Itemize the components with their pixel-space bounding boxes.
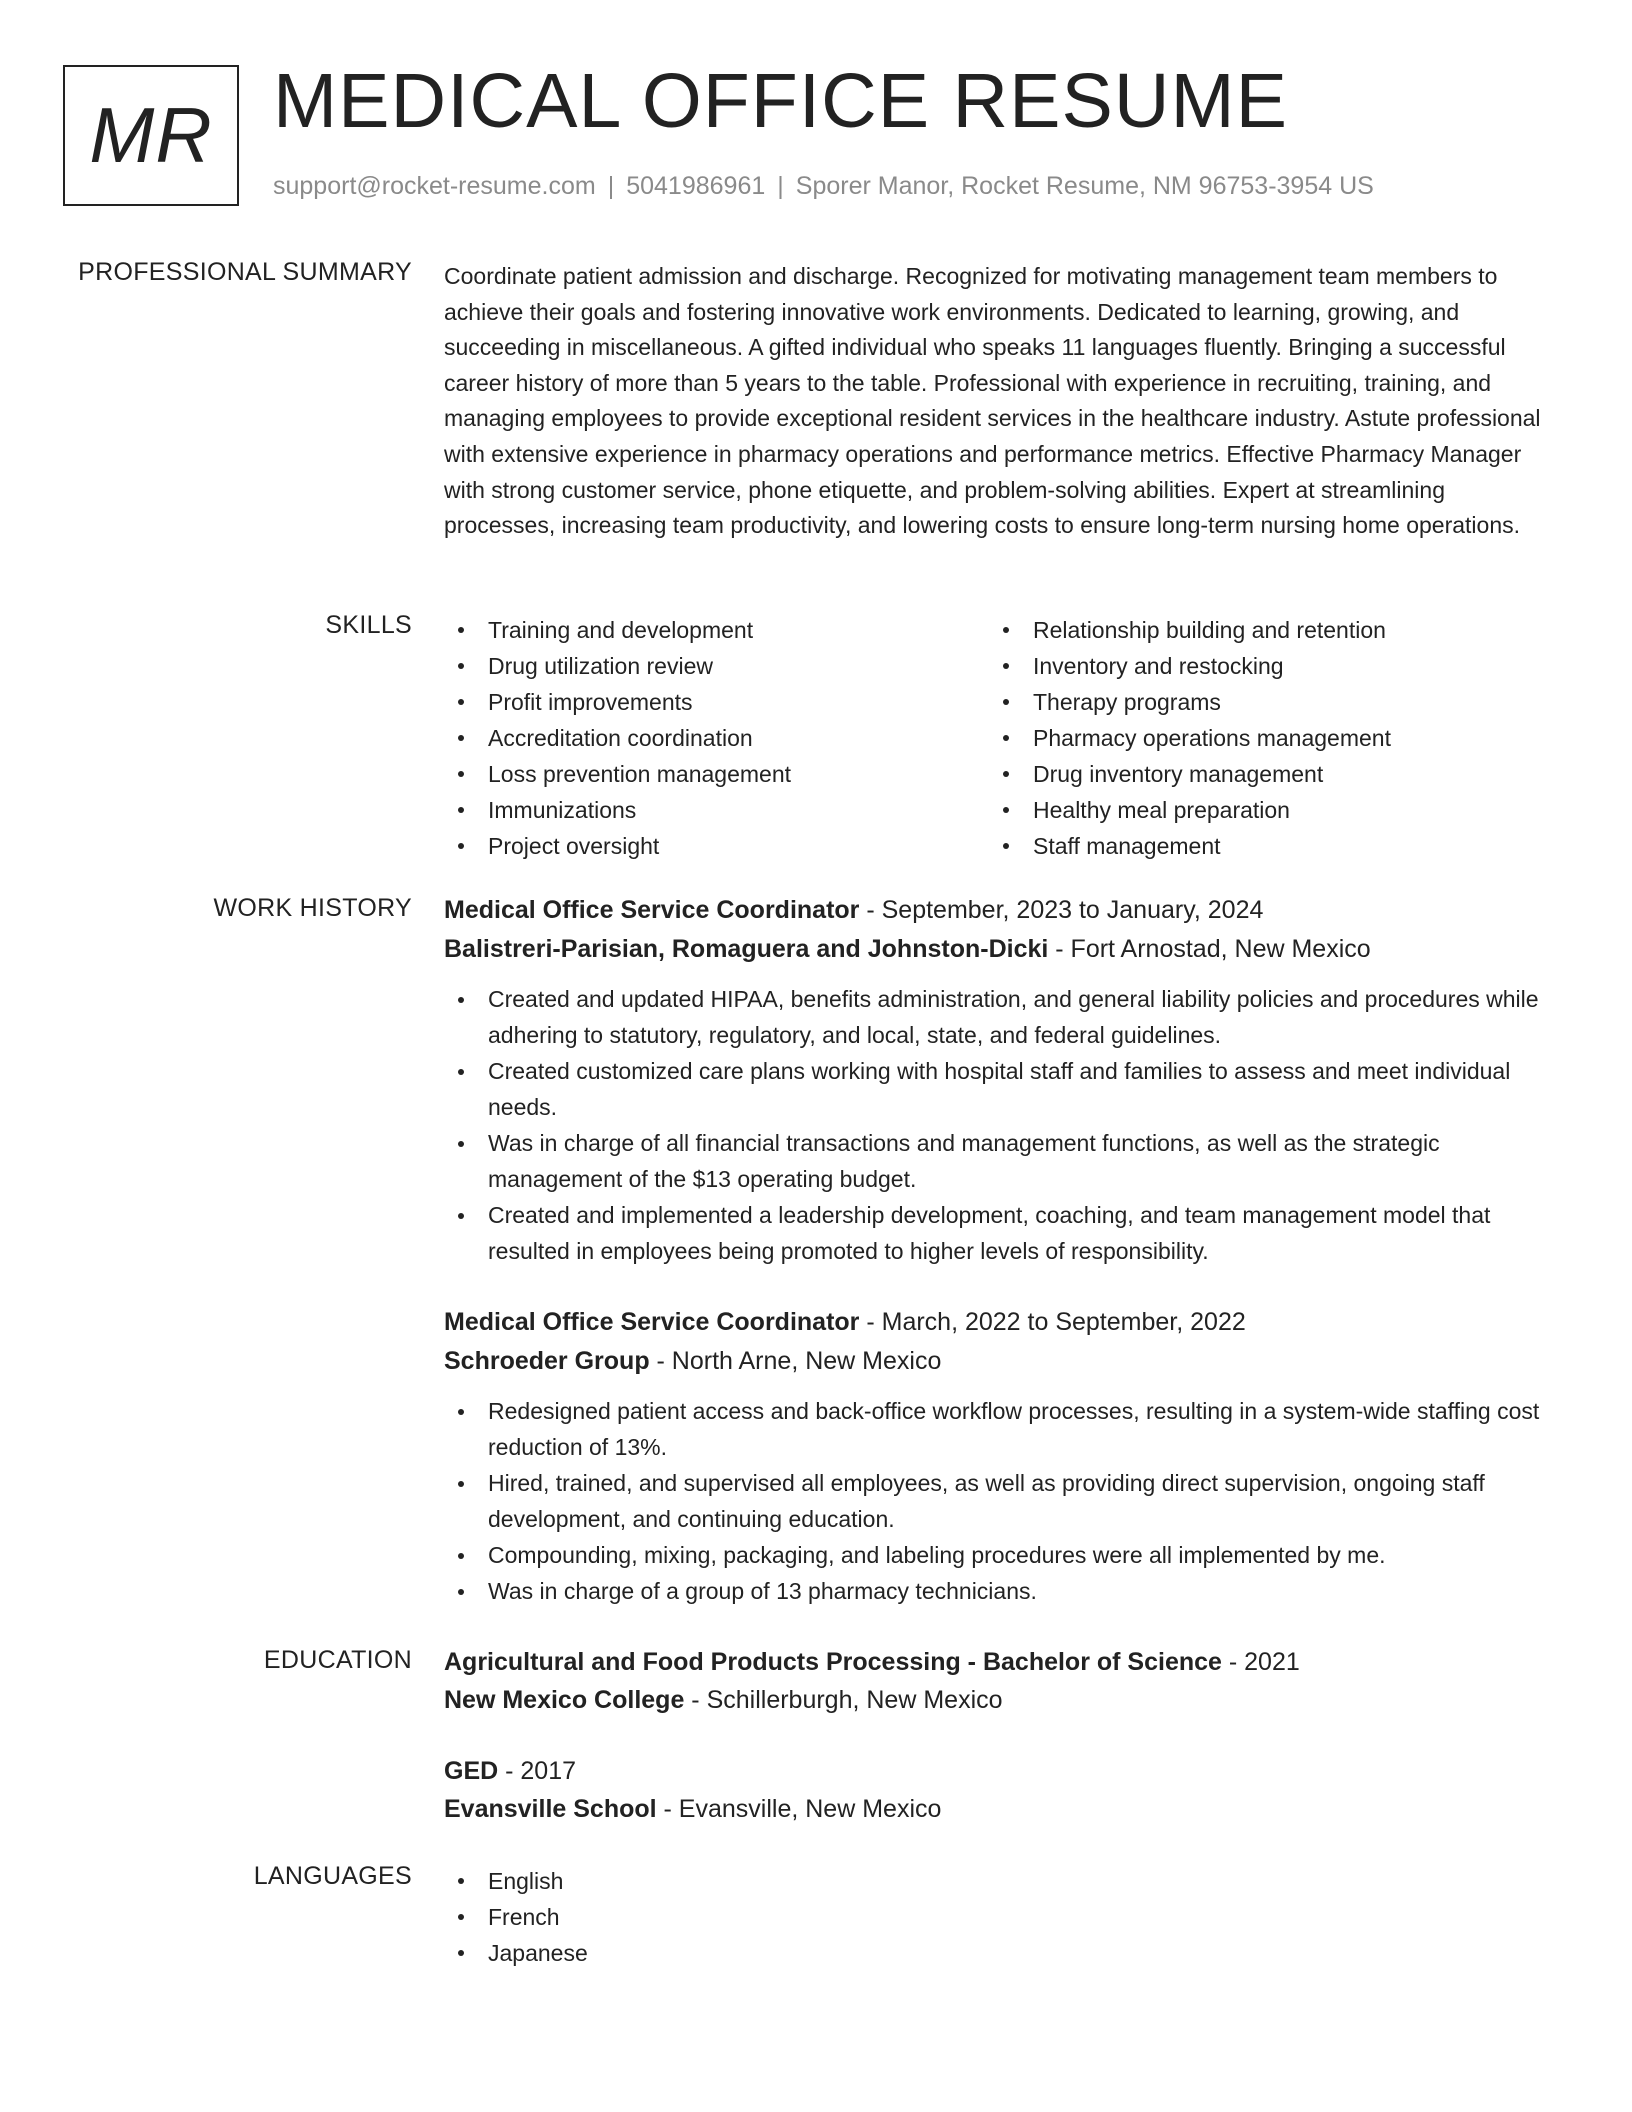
job-duty: Created and implemented a leadership development, coaching, and team management model that resulted in employees being promoted to higher levels of responsibility.: [444, 1197, 1556, 1269]
education-location: - Evansville, New Mexico: [656, 1795, 942, 1823]
education-body: [444, 1643, 1556, 1828]
skill-item: Therapy programs: [989, 684, 1534, 720]
job-duty: Compounding, mixing, packaging, and labeling procedures were all implemented by me.: [444, 1537, 1556, 1573]
job-dates: - March, 2022 to September, 2022: [859, 1308, 1246, 1336]
job-duty: Hired, trained, and supervised all employees, as well as providing direct supervision, ongoing staff development, and continuing education.: [444, 1465, 1556, 1537]
language-item: English: [444, 1863, 1556, 1899]
summary-text: Coordinate patient admission and discharge. Recognized for motivating management team members to achieve their goals and fostering innovative work environments. Dedicated to learning, growing, and succeeding in miscellaneous. A gifted individual who speaks 11 languages fluently. Bringing a successful career history of more than 5 years to the table. Professional with experience in recruiting, training, and managing employees to provide exceptional resident services in the healthcare industry. Astute professional with extensive experience in pharmacy operations and performance metrics. Effective Pharmacy Manager with strong customer service, phone etiquette, and problem-solving abilities. Expert at streamlining processes, increasing team productivity, and lowering costs to ensure long-term nursing home operations.: [444, 263, 1541, 539]
skill-item: Staff management: [989, 828, 1534, 864]
education-degree: GED: [444, 1757, 499, 1785]
skill-item: Loss prevention management: [444, 756, 989, 792]
resume-title: MEDICAL OFFICE RESUME: [273, 58, 1288, 144]
languages-body: [444, 1863, 1556, 1971]
skill-item: Pharmacy operations management: [989, 720, 1534, 756]
job-title-line: [444, 1303, 1556, 1342]
education-year: - 2017: [498, 1757, 577, 1785]
contact-address: Sporer Manor, Rocket Resume, NM 96753-3954 US: [795, 172, 1374, 200]
job-company: Schroeder Group: [444, 1347, 650, 1375]
education-school: New Mexico College: [444, 1686, 685, 1714]
skill-item: Inventory and restocking: [989, 648, 1534, 684]
skill-item: Healthy meal preparation: [989, 792, 1534, 828]
job-duty: Was in charge of a group of 13 pharmacy technicians.: [444, 1573, 1556, 1609]
education-school-line: [444, 1681, 1556, 1719]
education-school: Evansville School: [444, 1795, 657, 1823]
education-year: - 2021: [1221, 1648, 1300, 1676]
job-company-line: [444, 1342, 1556, 1381]
job-title: Medical Office Service Coordinator: [444, 896, 860, 924]
job-duty: Redesigned patient access and back-office workflow processes, resulting in a system-wide staffing cost reduction of 13%.: [444, 1393, 1556, 1465]
language-item: French: [444, 1899, 1556, 1935]
job-duties: [444, 981, 1556, 1269]
languages-heading: LANGUAGES: [253, 1862, 412, 1890]
job-company: Balistreri-Parisian, Romaguera and Johnston-Dicki: [444, 935, 1049, 963]
job-duty: Was in charge of all financial transactions and management functions, as well as the strategic management of the $13 operating budget.: [444, 1125, 1556, 1197]
job-duty: Created and updated HIPAA, benefits administration, and general liability policies and procedures while adhering to statutory, regulatory, and local, state, and federal guidelines.: [444, 981, 1556, 1053]
job-entry: [444, 891, 1556, 1269]
skills-column-right: [989, 612, 1534, 864]
job-duties: [444, 1393, 1556, 1609]
education-degree: Agricultural and Food Products Processing - Bachelor of Science: [444, 1648, 1222, 1676]
job-location: - Fort Arnostad, New Mexico: [1048, 935, 1371, 963]
skills-heading: SKILLS: [325, 611, 412, 639]
skill-item: Drug inventory management: [989, 756, 1534, 792]
skill-item: Drug utilization review: [444, 648, 989, 684]
contact-phone[interactable]: 5041986961: [626, 172, 766, 200]
skill-item: Immunizations: [444, 792, 989, 828]
education-degree-line: [444, 1643, 1556, 1681]
job-title: Medical Office Service Coordinator: [444, 1308, 860, 1336]
contact-separator: |: [607, 172, 615, 200]
work-history-body-2: [444, 1303, 1556, 1609]
contact-separator: |: [777, 172, 784, 200]
skill-item: Accreditation coordination: [444, 720, 989, 756]
education-heading: EDUCATION: [263, 1646, 412, 1674]
education-spacer: [444, 1719, 1556, 1752]
job-dates: - September, 2023 to January, 2024: [859, 896, 1264, 924]
monogram-initials: MR: [89, 91, 213, 179]
skill-item: Project oversight: [444, 828, 989, 864]
job-duty: Created customized care plans working with hospital staff and families to assess and meet individual needs.: [444, 1053, 1556, 1125]
summary-heading: PROFESSIONAL SUMMARY: [78, 258, 412, 286]
job-company-line: [444, 930, 1556, 969]
languages-list: [444, 1863, 1556, 1971]
summary-body: [444, 259, 1556, 544]
skill-item: Training and development: [444, 612, 989, 648]
skills-grid: [444, 612, 1556, 864]
skill-item: Profit improvements: [444, 684, 989, 720]
skills-body: [444, 612, 1556, 864]
work-history-heading: WORK HISTORY: [213, 894, 412, 922]
skills-column-left: [444, 612, 989, 864]
work-history-body: [444, 891, 1556, 1269]
contact-line: [273, 172, 1374, 201]
job-entry: [444, 1303, 1556, 1609]
education-school-line: [444, 1790, 1556, 1828]
job-location: - North Arne, New Mexico: [649, 1347, 942, 1375]
language-item: Japanese: [444, 1935, 1556, 1971]
education-degree-line: [444, 1752, 1556, 1790]
monogram-badge: [63, 65, 239, 206]
job-title-line: [444, 891, 1556, 930]
education-location: - Schillerburgh, New Mexico: [684, 1686, 1003, 1714]
contact-email[interactable]: support@rocket-resume.com: [273, 172, 596, 200]
skill-item: Relationship building and retention: [989, 612, 1534, 648]
